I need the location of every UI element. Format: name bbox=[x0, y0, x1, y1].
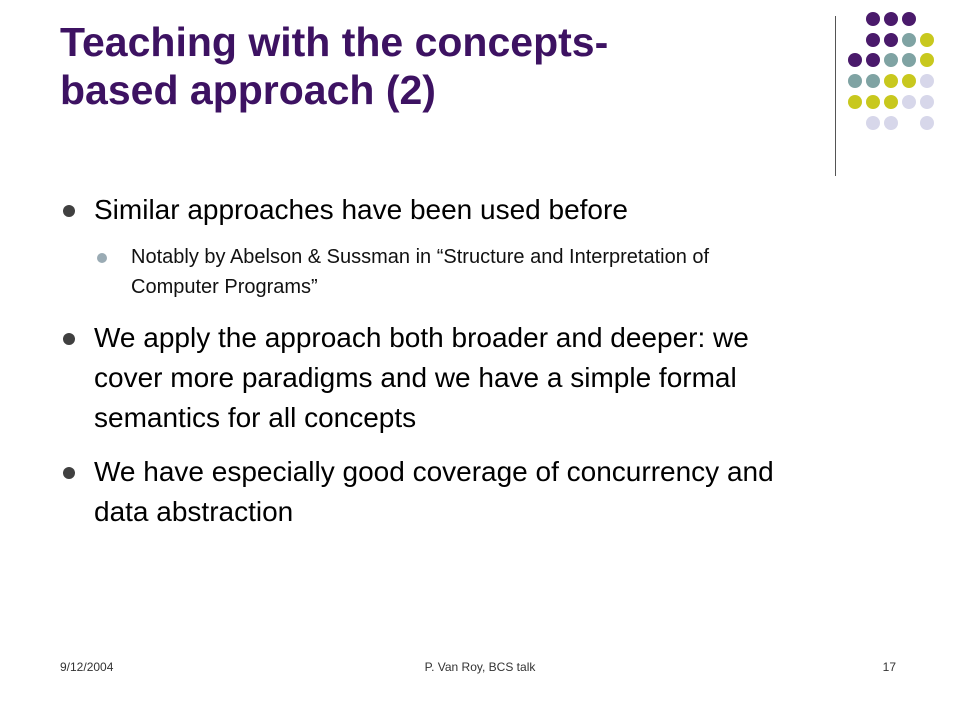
decorative-dot-icon bbox=[848, 53, 862, 67]
decorative-dot-icon bbox=[920, 53, 934, 67]
bullet-item-1 bbox=[60, 190, 800, 230]
decorative-dot-icon bbox=[902, 53, 916, 67]
decorative-dot-icon bbox=[920, 33, 934, 47]
bullet-item-2 bbox=[60, 318, 800, 438]
decorative-divider-line bbox=[835, 16, 836, 176]
decorative-dot-icon bbox=[920, 95, 934, 109]
bullet-dot-icon bbox=[63, 333, 75, 345]
subbullet-item-1 bbox=[94, 242, 800, 302]
decorative-dot-icon bbox=[866, 74, 880, 88]
bullet-item-3 bbox=[60, 452, 800, 532]
slide-title-line-2: based approach (2) bbox=[60, 67, 436, 113]
slide-title-line-1: Teaching with the concepts- bbox=[60, 19, 609, 65]
bullet-dot-icon bbox=[63, 467, 75, 479]
decorative-dot-icon bbox=[866, 95, 880, 109]
slide-title bbox=[60, 18, 820, 114]
decorative-dot-icon bbox=[884, 74, 898, 88]
decorative-dot-icon bbox=[902, 12, 916, 26]
decorative-dot-icon bbox=[920, 74, 934, 88]
decorative-dot-icon bbox=[902, 95, 916, 109]
decorative-dot-icon bbox=[884, 33, 898, 47]
bullet-text: We have especially good coverage of concurrency and data abstraction bbox=[94, 456, 774, 527]
decorative-dot-icon bbox=[866, 53, 880, 67]
subbullet-text: Notably by Abelson & Sussman in “Structure and Interpretation of Computer Programs” bbox=[131, 246, 710, 298]
decorative-dot-icon bbox=[866, 33, 880, 47]
decorative-dot-grid bbox=[848, 12, 944, 160]
footer-date: 9/12/2004 bbox=[60, 660, 114, 674]
bullet-text: Similar approaches have been used before bbox=[94, 194, 628, 225]
decorative-dot-icon bbox=[848, 95, 862, 109]
decorative-dot-icon bbox=[866, 12, 880, 26]
decorative-dot-icon bbox=[866, 116, 880, 130]
slide-body bbox=[60, 190, 800, 546]
bullet-text: We apply the approach both broader and deeper: we cover more paradigms and we have a simple formal semantics for all concepts bbox=[94, 322, 749, 433]
subbullet-dot-icon bbox=[97, 253, 107, 263]
decorative-dot-icon bbox=[902, 74, 916, 88]
decorative-dot-icon bbox=[848, 74, 862, 88]
decorative-dot-icon bbox=[920, 116, 934, 130]
decorative-dot-icon bbox=[884, 95, 898, 109]
decorative-dot-icon bbox=[902, 33, 916, 47]
footer-presenter: P. Van Roy, BCS talk bbox=[424, 660, 536, 674]
footer-page-number: 17 bbox=[882, 660, 896, 674]
bullet-dot-icon bbox=[63, 205, 75, 217]
decorative-dot-icon bbox=[884, 116, 898, 130]
decorative-dot-icon bbox=[884, 12, 898, 26]
decorative-dot-icon bbox=[884, 53, 898, 67]
